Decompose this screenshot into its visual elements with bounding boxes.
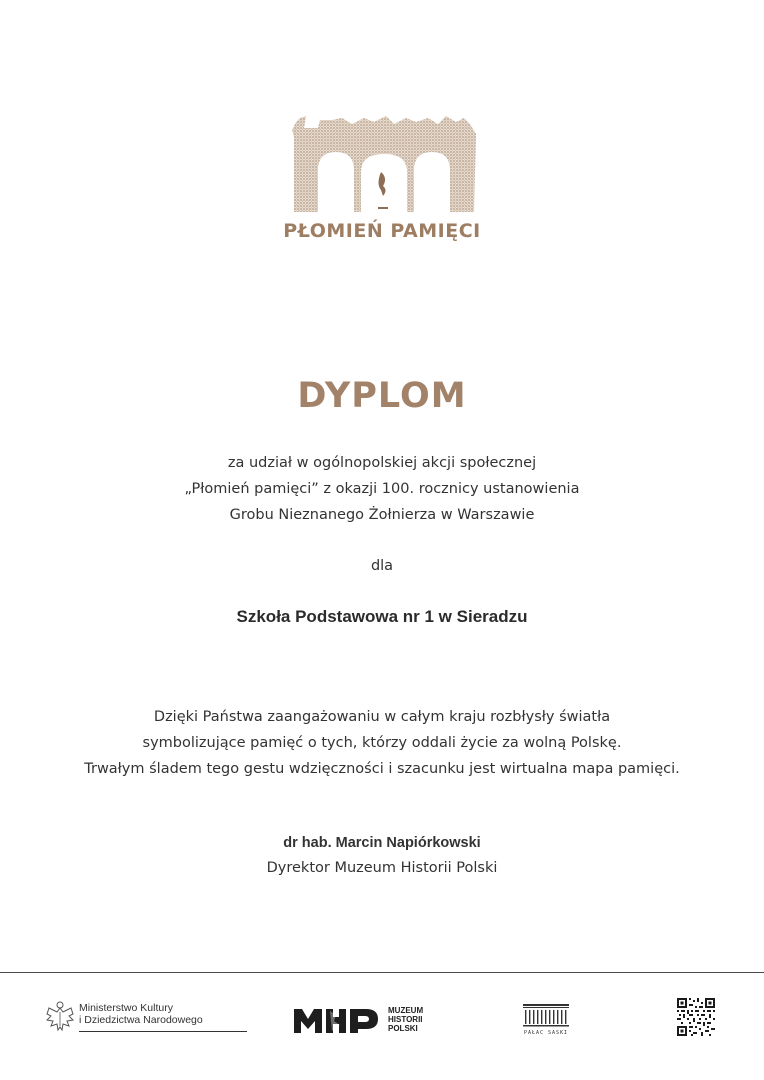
museum-name	[388, 1006, 423, 1033]
certificate-title: DYPLOM	[297, 376, 467, 416]
signer-name: dr hab. Marcin Napiórkowski	[283, 835, 481, 851]
arch-flame-logo-icon	[282, 112, 482, 217]
qr-code-icon	[677, 998, 715, 1036]
plomien-pamieci-logo	[282, 112, 482, 252]
intro-line: Grobu Nieznanego Żołnierza w Warszawie	[229, 507, 535, 523]
message-line: symbolizujące pamięć o tych, którzy oddali życie za wolną Polskę.	[142, 735, 622, 751]
intro-line: „Płomień pamięci” z okazji 100. rocznicy ustanowienia	[184, 481, 580, 497]
signer-role: Dyrektor Muzeum Historii Polski	[266, 860, 498, 876]
footer-divider	[0, 972, 764, 973]
message-paragraph	[0, 704, 764, 782]
ministry-underline	[79, 1031, 247, 1032]
message-line: Trwałym śladem tego gestu wdzięczności i szacunku jest wirtualna mapa pamięci.	[84, 761, 680, 777]
intro-line: za udział w ogólnopolskiej akcji społecznej	[227, 455, 537, 471]
ministry-line: Ministerstwo Kultury	[79, 1002, 173, 1014]
mhp-logo-icon	[294, 1005, 384, 1035]
ministry-line: i Dziedzictwa Narodowego	[79, 1014, 203, 1026]
museum-line: HISTORII	[388, 1015, 423, 1024]
colonnade-icon	[521, 1002, 571, 1030]
palace-logo	[521, 1002, 571, 1038]
museum-line: POLSKI	[388, 1024, 418, 1033]
eagle-emblem-icon	[45, 1000, 75, 1034]
for-label: dla	[370, 558, 394, 574]
ministry-logo	[45, 1000, 215, 1036]
recipient-name: Szkoła Podstawowa nr 1 w Sieradzu	[236, 607, 528, 626]
ministry-name	[79, 1002, 203, 1026]
palace-name: PAŁAC SASKI	[523, 1030, 569, 1036]
museum-line: MUZEUM	[388, 1006, 424, 1015]
message-line: Dzięki Państwa zaangażowaniu w całym kraju rozbłysły światła	[153, 709, 611, 725]
brand-name: PŁOMIEŃ PAMIĘCI	[283, 220, 481, 242]
intro-paragraph	[0, 450, 764, 528]
museum-logo	[294, 1005, 434, 1035]
